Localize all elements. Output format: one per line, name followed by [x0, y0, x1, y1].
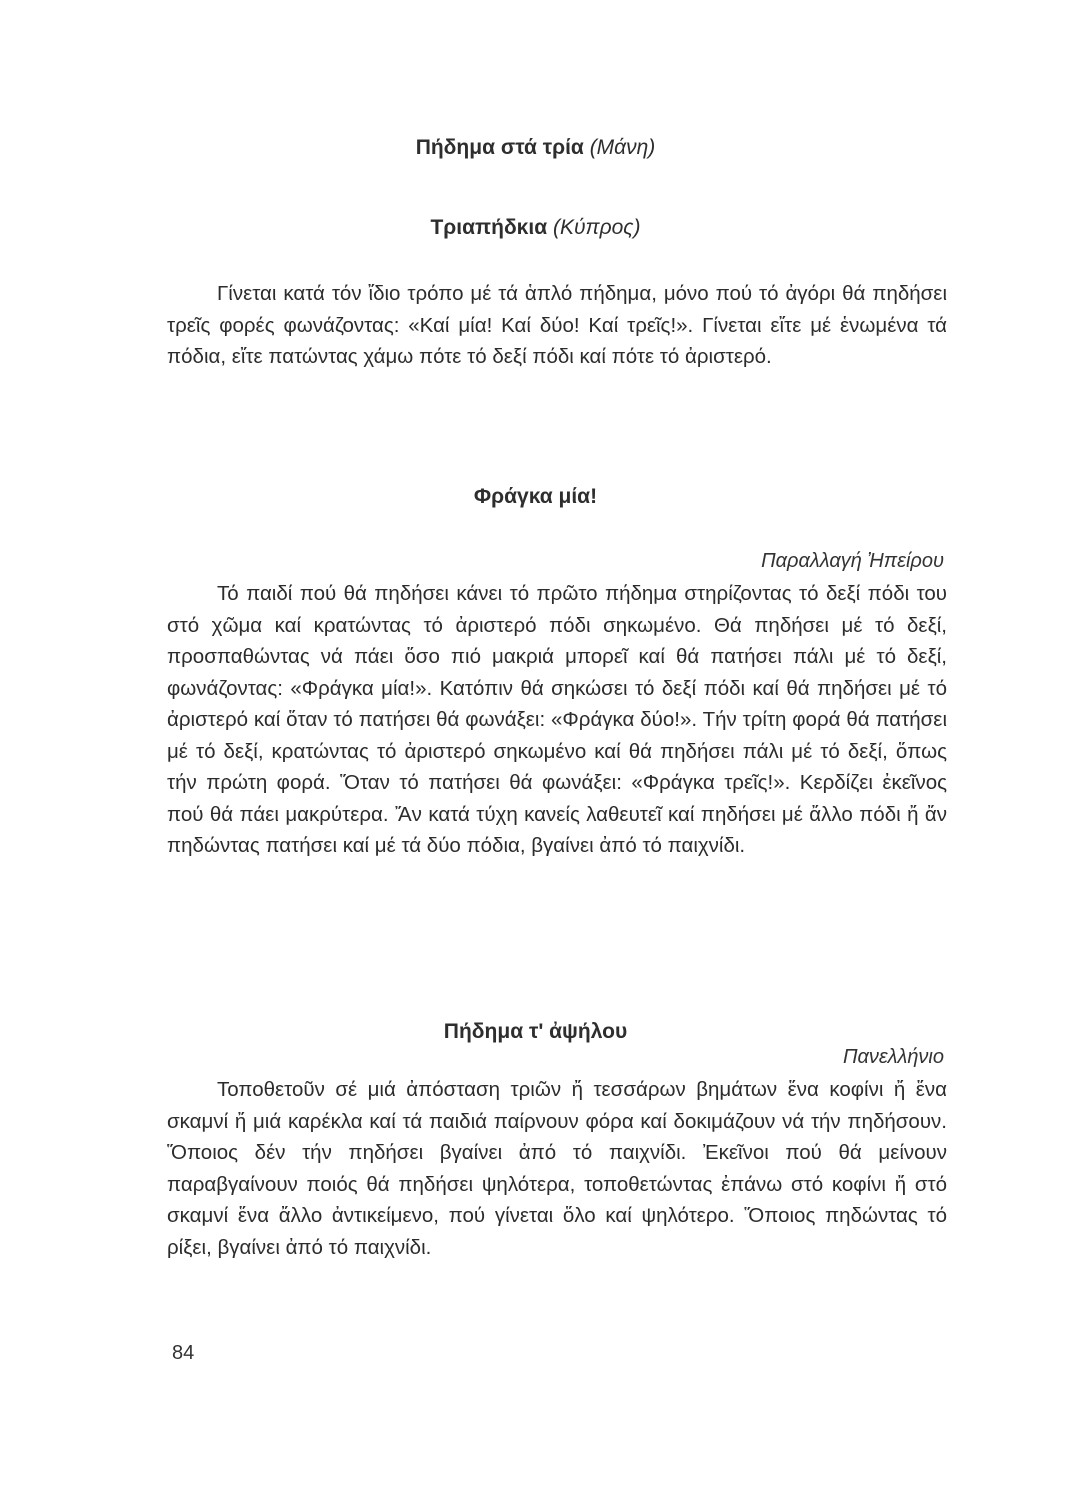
variant-label-panellinio: Πανελλήνιο	[842, 1046, 944, 1068]
paragraph-text: Τοποθετοῦν σέ μιά ἀπόσταση τριῶν ἤ τεσσάρων βημάτων ἕνα κοφίνι ἤ ἕνα σκαμνί ἤ μιά καρέκλα καί τά παιδιά παίρνουν φόρα καί δοκιμάζουν νά τήν πηδήσουν. Ὅποιος δέν τήν πηδήσει βγαίνει ἀπό τό παιχνίδι. Ἐκεῖνοι πού θά μείνουν παραβγαίνουν ποιός θά πηδήσει ψηλότερα, τοποθετώντας ἐπάνω στό κοφίνι ἤ στό σκαμνί ἕνα ἄλλο ἀντικείμενο, πού γίνεται ὅλο καί ψηλότερο. Ὅποιος πηδώντας τό ρίξει, βγαίνει ἀπό τό παιχνίδι.	[167, 1078, 947, 1259]
paragraph-text: Γίνεται κατά τόν ἴδιο τρόπο μέ τά ἁπλό πήδημα, μόνο πού τό ἀγόρι θά πηδήσει τρεῖς φορές φωνάζοντας: «Καί μία! Καί δύο! Καί τρεῖς!». Γίνεται εἴτε μέ ἑνωμένα τά πόδια, εἴτε πατώντας χάμω πότε τό δεξί πόδι καί πότε τό ἀριστερό.	[167, 282, 947, 368]
section-heading-pidima-sta-tria	[0, 136, 1071, 160]
paragraph-text: Τό παιδί πού θά πηδήσει κάνει τό πρῶτο πήδημα στηρίζοντας τό δεξί πόδι του στό χῶμα καί κρατώντας τό ἀριστερό πόδι σηκωμένο. Θά πηδήσει μέ τό δεξί, προσπαθώντας νά πάει ὅσο πιό μακριά μπορεῖ καί θά πατήσει πάλι μέ τό δεξί, φωνάζοντας: «Φράγκα μία!». Κατόπιν θά σηκώσει τό δεξί πόδι καί θά πηδήσει μέ τό ἀριστερό καί ὅταν τό πατήσει θά φωνάξει: «Φράγκα δύο!». Τήν τρίτη φορά θά πατήσει μέ τό δεξί, κρατώντας τό ἀριστερό σηκωμένο καί θά πηδήσει πάλι μέ τό δεξί, ὅπως τήν πρώτη φορά. Ὅταν τό πατήσει θά φωνάξει: «Φράγκα τρεῖς!». Κερδίζει ἐκεῖνος πού θά πάει μακρύτερα. Ἄν κατά τύχη κανείς λαθευτεῖ καί πηδήσει μέ ἄλλο πόδι ἤ ἄν πηδώντας πατήσει καί μέ τά δύο πόδια, βγαίνει ἀπό τό παιχνίδι.	[167, 582, 947, 857]
section-heading-fraga-mia	[0, 485, 1071, 509]
variant-label-ipeirou: Παραλλαγή Ἠπείρου	[761, 550, 944, 572]
section-heading-pidima-apsilou	[0, 1020, 1071, 1044]
section-place: (Κύπρος)	[552, 216, 641, 239]
paragraph-pidima-apsilou	[167, 1074, 947, 1263]
paragraph-triapidkia	[167, 278, 947, 373]
page-number: 84	[172, 1342, 195, 1364]
section-title: Τριαπήδκια	[430, 216, 548, 239]
section-heading-triapidkia	[0, 216, 1071, 240]
section-title: Φράγκα μία!	[473, 485, 598, 508]
section-title: Πήδημα στά τρία	[415, 136, 584, 159]
section-title: Πήδημα τ' ἀψήλου	[443, 1020, 628, 1043]
paragraph-fraga-mia	[167, 578, 947, 862]
section-place: (Μάνη)	[589, 136, 656, 159]
